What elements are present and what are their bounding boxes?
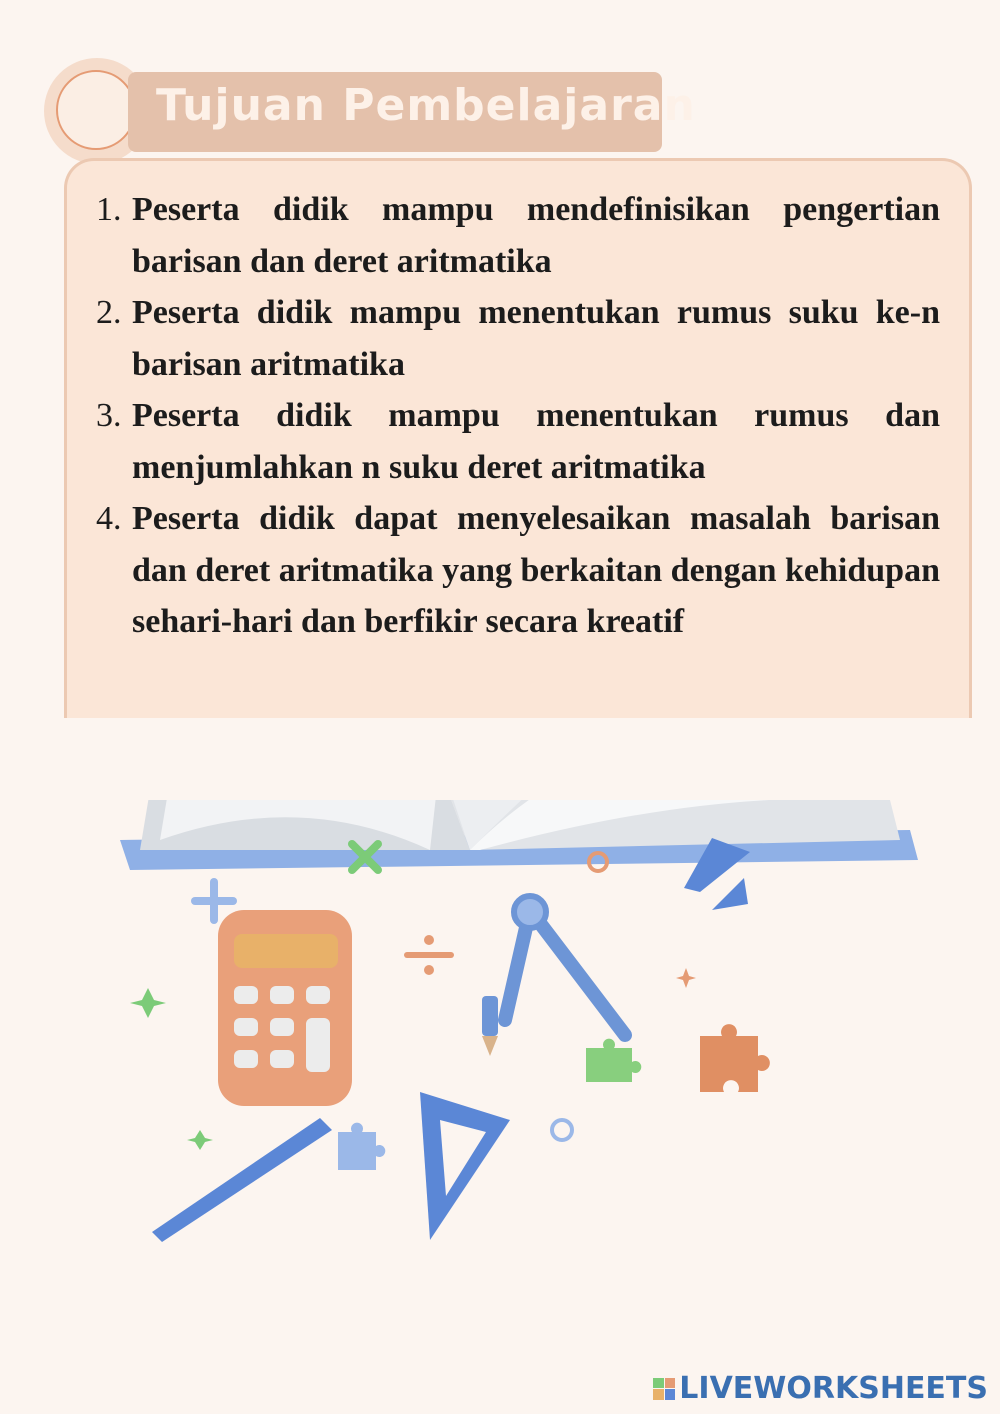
math-illustration [0, 800, 1000, 1414]
open-book-icon [120, 800, 918, 870]
plus-icon [195, 882, 233, 920]
objectives-list [96, 184, 940, 648]
brand-watermark [653, 1371, 988, 1406]
divide-icon [404, 935, 454, 975]
pencil-icon [482, 996, 498, 1056]
list-number: 2. [96, 294, 122, 331]
set-square-icon [420, 1092, 510, 1240]
list-item [96, 184, 940, 287]
sparkle-icon [676, 968, 696, 988]
list-number: 1. [96, 191, 122, 228]
puzzle-icon [338, 1123, 385, 1170]
list-number: 4. [96, 500, 122, 537]
list-item [96, 493, 940, 648]
brand-text: LIVEWORKSHEETS [679, 1371, 988, 1406]
list-item [96, 287, 940, 390]
page-title: Tujuan Pembelajaran [156, 80, 696, 131]
compass-icon [505, 896, 625, 1035]
list-text: Peserta didik mampu menentukan rumus dan menjumlahkan n suku deret aritmatika [132, 397, 940, 486]
list-text: Peserta didik mampu menentukan rumus suku ke-n barisan aritmatika [132, 294, 940, 383]
sparkle-icon [130, 988, 213, 1150]
puzzle-icon [700, 1024, 770, 1092]
ring-icon [552, 1120, 572, 1140]
ruler-icon [152, 1118, 332, 1242]
puzzle-icon [586, 1039, 641, 1082]
calculator-icon [218, 910, 352, 1106]
list-text: Peserta didik dapat menyelesaikan masalah barisan dan deret aritmatika yang berkaitan dengan kehidupan sehari-hari dan berfikir secara kreatif [132, 500, 940, 640]
list-text: Peserta didik mampu mendefinisikan pengertian barisan dan deret aritmatika [132, 191, 940, 280]
list-number: 3. [96, 397, 122, 434]
title-banner [44, 58, 696, 168]
list-item [96, 390, 940, 493]
brand-logo-icon [653, 1378, 675, 1400]
